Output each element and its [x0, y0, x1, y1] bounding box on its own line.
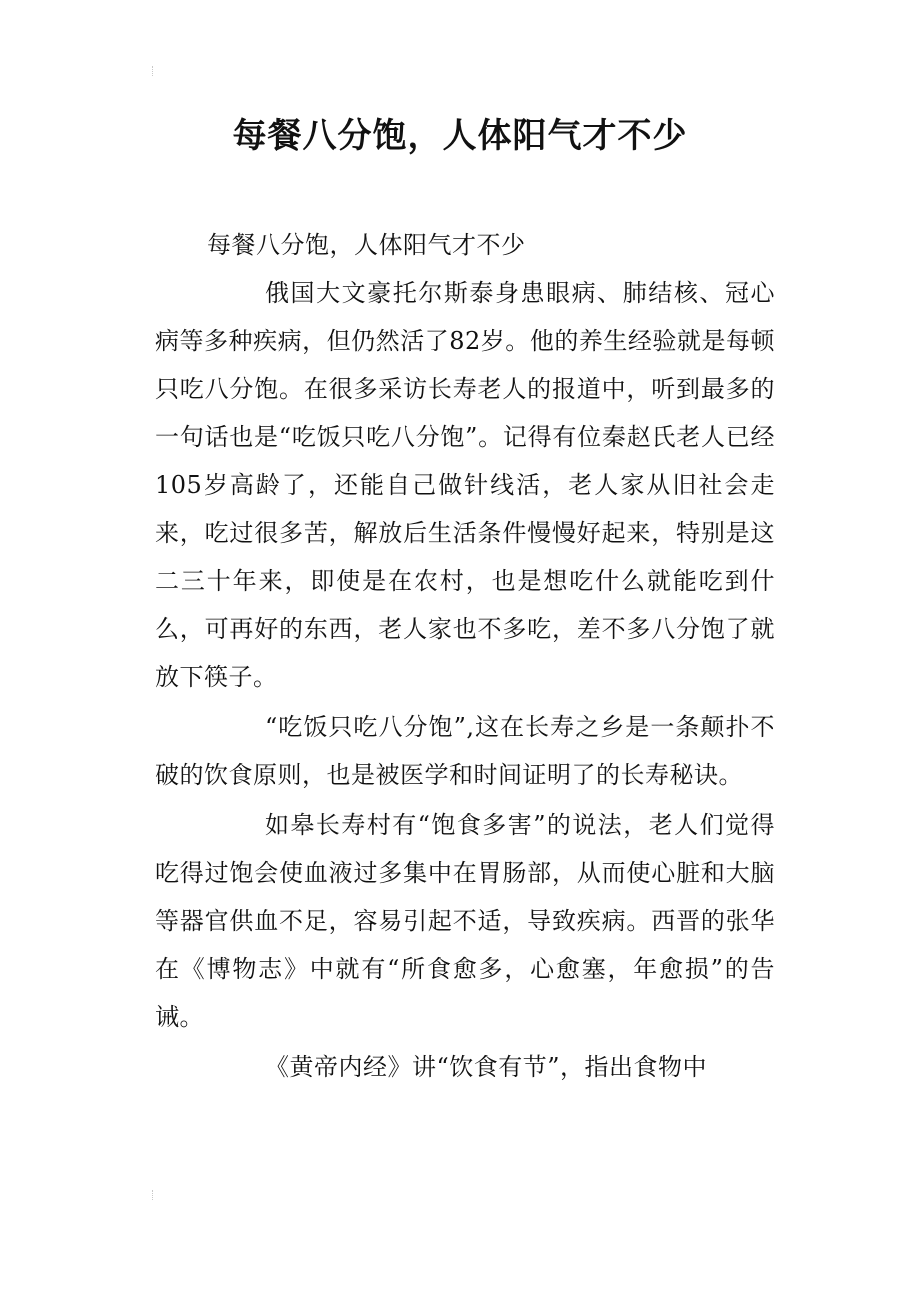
paragraph-3: 如皋长寿村有“饱食多害”的说法，老人们觉得吃得过饱会使血液过多集中在胃肠部，从而使心脏和大脑等器官供血不足，容易引起不适，导致疾病。西晋的张华在《博物志》中就有“所食愈多，心愈塞，年愈损”的告诫。 [155, 811, 775, 1031]
crop-mark-top [152, 66, 159, 76]
document-body [155, 221, 775, 1091]
paragraph-2: “吃饭只吃八分饱”,这在长寿之乡是一条颠扑不破的饮食原则，也是被医学和时间证明了的长寿秘诀。 [155, 713, 775, 789]
crop-mark-bottom [152, 1190, 159, 1200]
paragraph-1: 俄国大文豪托尔斯泰身患眼病、肺结核、冠心病等多种疾病，但仍然活了82岁。他的养生经验就是每顿只吃八分饱。在很多采访长寿老人的报道中，听到最多的一句话也是“吃饭只吃八分饱”。记得有位秦赵氏老人已经105岁高龄了，还能自己做针线活，老人家从旧社会走来，吃过很多苦，解放后生活条件慢慢好起来，特别是这二三十年来，即使是在农村，也是想吃什么就能吃到什么，可再好的东西，老人家也不多吃，差不多八分饱了就放下筷子。 [155, 279, 775, 691]
document-subtitle: 每餐八分饱，人体阳气才不少 [207, 231, 526, 259]
document-title: 每餐八分饱，人体阳气才不少 [232, 116, 688, 156]
paragraph-4: 《黄帝内经》讲“饮食有节”，指出食物中 [265, 1053, 708, 1081]
